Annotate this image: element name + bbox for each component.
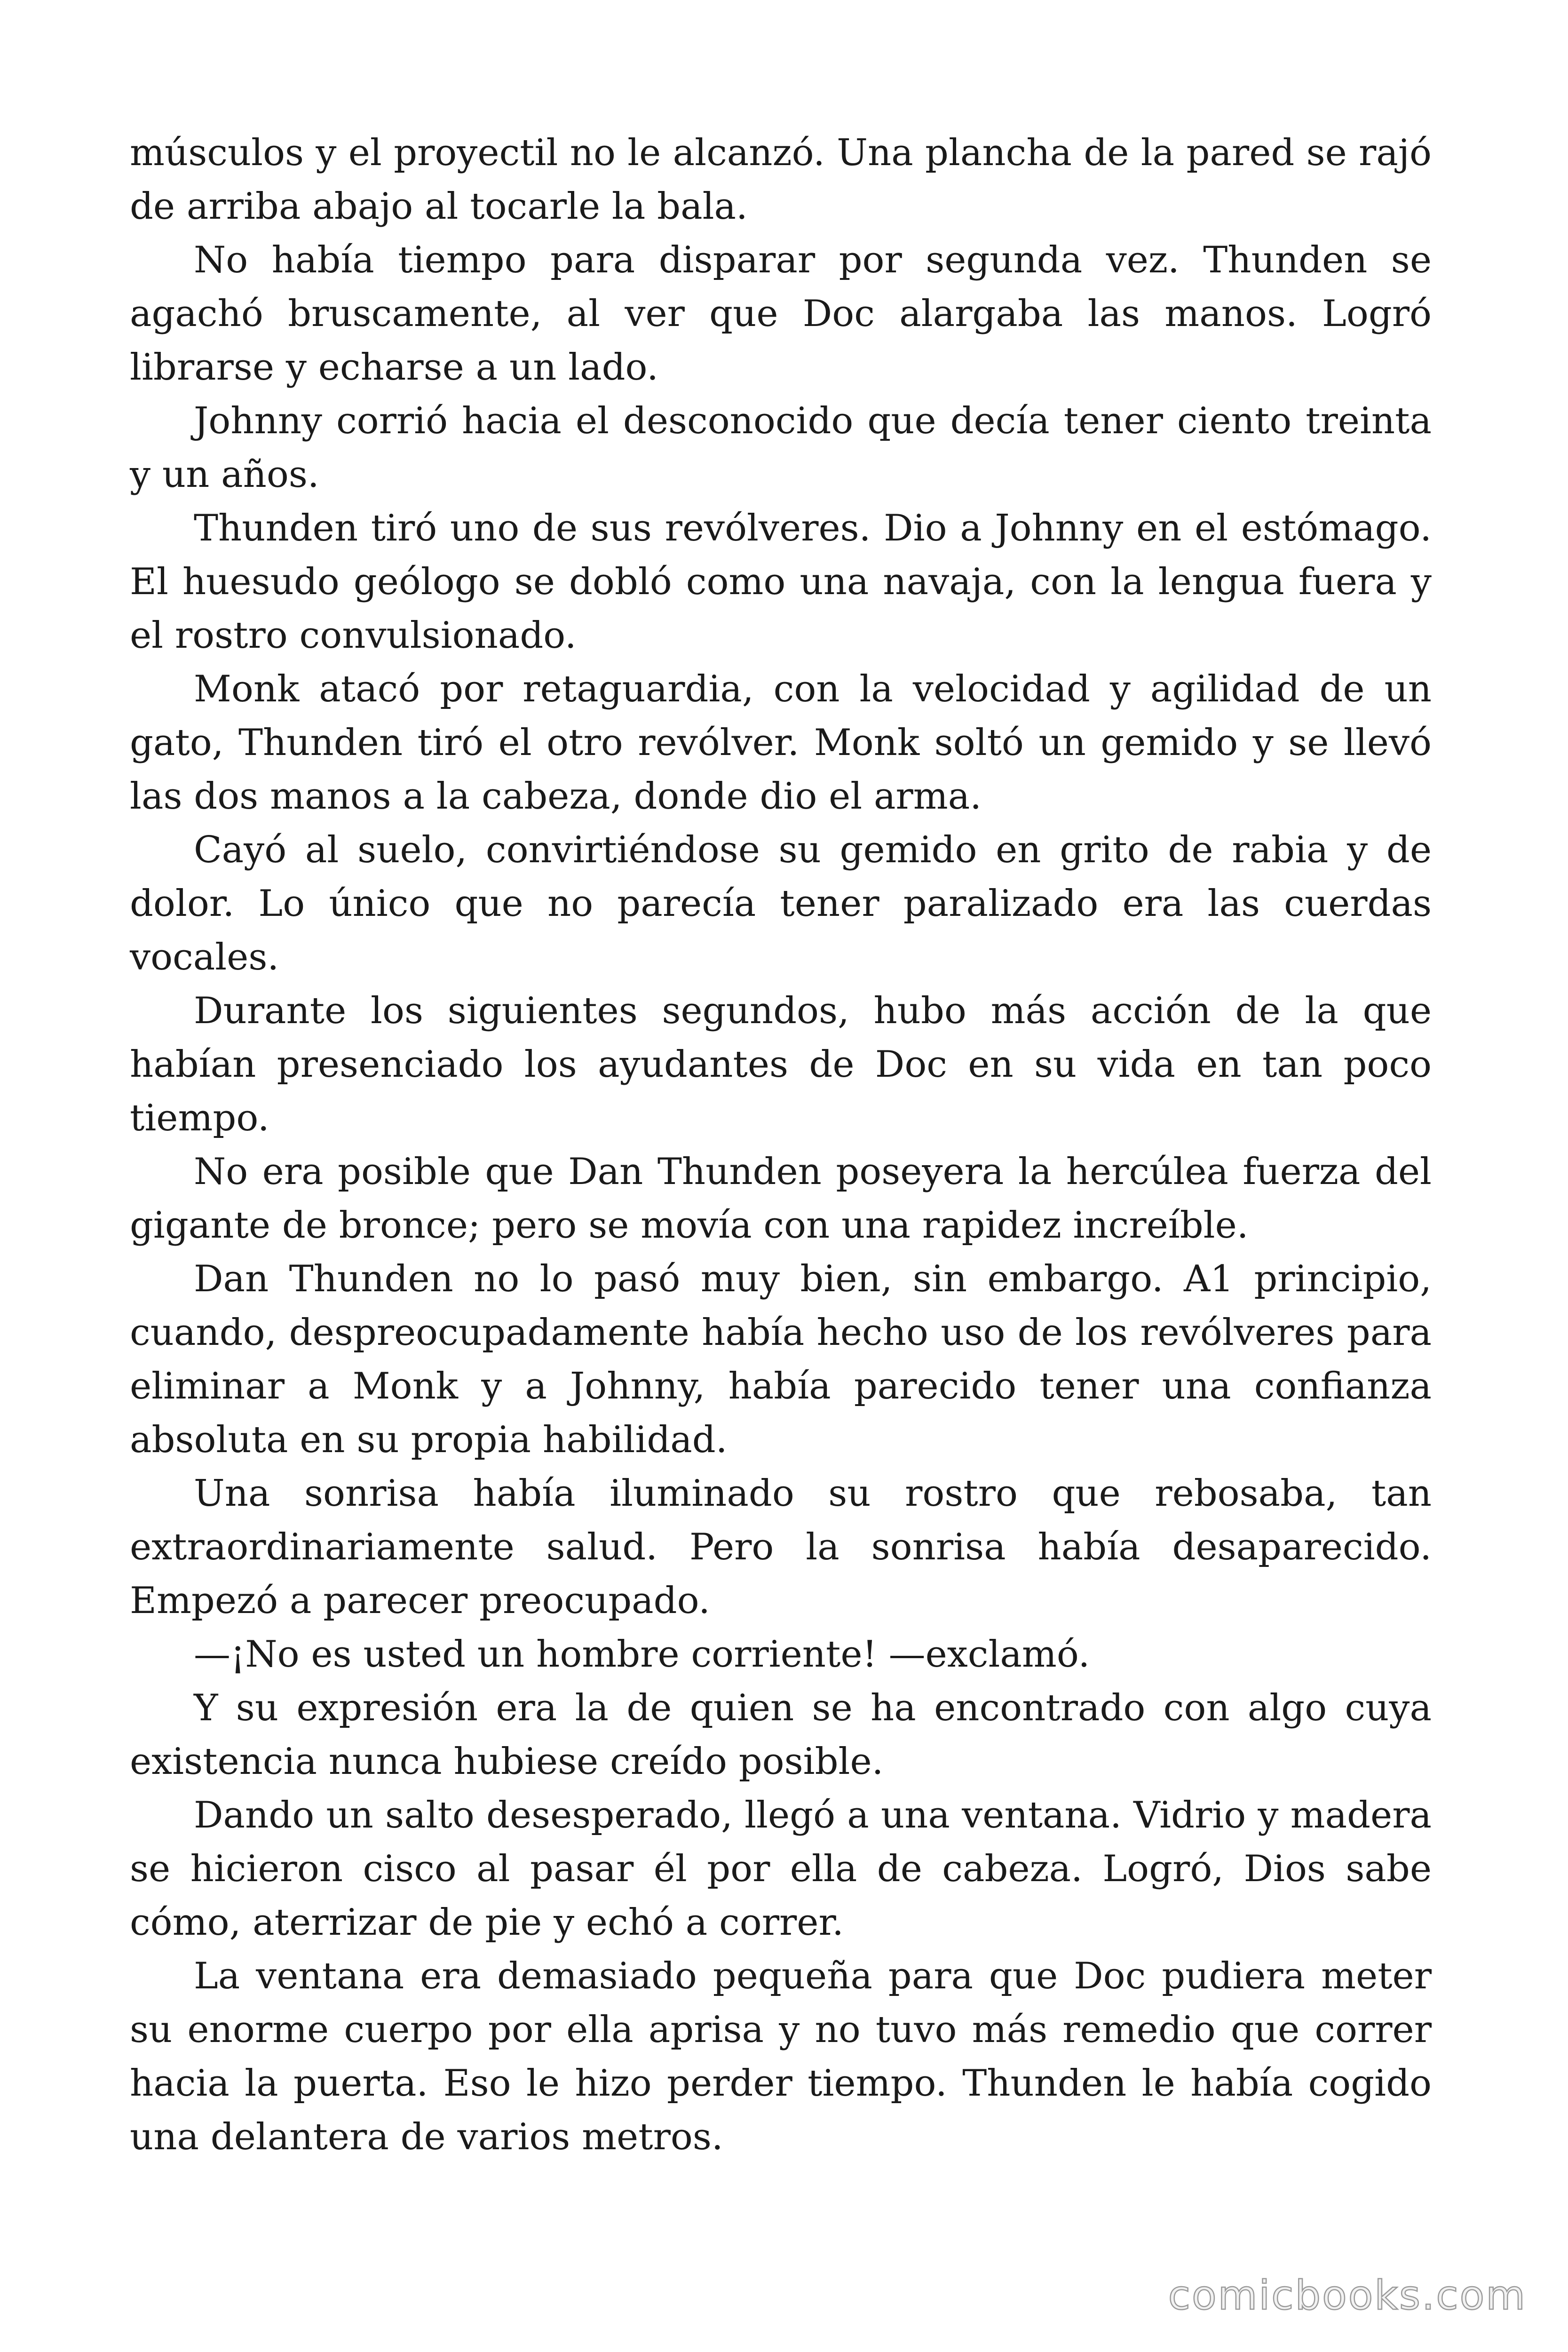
paragraph-5: Monk atacó por retaguardia, con la velocidad y agilidad de un gato, Thunden tiró el otro revólver. Monk soltó un gemido y se llevó las dos manos a la cabeza, donde dio el arma.: [130, 668, 1432, 818]
paragraph-10: Una sonrisa había iluminado su rostro que rebosaba, tan extraordinariamente salud. Pero la sonrisa había desaparecido. Empezó a parecer preocupado.: [130, 1472, 1432, 1622]
paragraph-2: No había tiempo para disparar por segunda vez. Thunden se agachó bruscamente, al ver que Doc alargaba las manos. Logró librarse y echarse a un lado.: [130, 239, 1432, 389]
paragraph-4: Thunden tiró uno de sus revólveres. Dio a Johnny en el estómago. El huesudo geólogo se dobló como una navaja, con la lengua fuera y el rostro convulsionado.: [130, 507, 1432, 657]
paragraph-3: Johnny corrió hacia el desconocido que decía tener ciento treinta y un años.: [130, 400, 1432, 496]
paragraph-12: Y su expresión era la de quien se ha encontrado con algo cuya existencia nunca hubiese creído posible.: [130, 1687, 1432, 1783]
paragraph-14: La ventana era demasiado pequeña para que Doc pudiera meter su enorme cuerpo por ella aprisa y no tuvo más remedio que correr hacia la puerta. Eso le hizo perder tiempo. Thunden le había cogido una delantera de varios metros.: [130, 1955, 1432, 2158]
paragraph-1: músculos y el proyectil no le alcanzó. Una plancha de la pared se rajó de arriba abajo al tocarle la bala.: [130, 132, 1432, 228]
paragraph-13: Dando un salto desesperado, llegó a una ventana. Vidrio y madera se hicieron cisco al pasar él por ella de cabeza. Logró, Dios sabe cómo, aterrizar de pie y echó a correr.: [130, 1794, 1432, 1944]
watermark: comicbooks.com: [1168, 2272, 1527, 2319]
paragraph-7: Durante los siguientes segundos, hubo más acción de la que habían presenciado los ayudantes de Doc en su vida en tan poco tiempo.: [130, 990, 1432, 1139]
paragraph-11: —¡No es usted un hombre corriente! —exclamó.: [194, 1633, 1090, 1676]
paragraph-9: Dan Thunden no lo pasó muy bien, sin embargo. A1 principio, cuando, despreocupadamente había hecho uso de los revólveres para eliminar a Monk y a Johnny, había parecido tener una confianza absoluta en su propia habilidad.: [130, 1258, 1432, 1461]
page-body: [130, 126, 1432, 2164]
paragraph-6: Cayó al suelo, convirtiéndose su gemido en grito de rabia y de dolor. Lo único que no parecía tener paralizado era las cuerdas vocales.: [130, 829, 1432, 978]
paragraph-8: No era posible que Dan Thunden poseyera la hercúlea fuerza del gigante de bronce; pero se movía con una rapidez increíble.: [130, 1151, 1432, 1247]
